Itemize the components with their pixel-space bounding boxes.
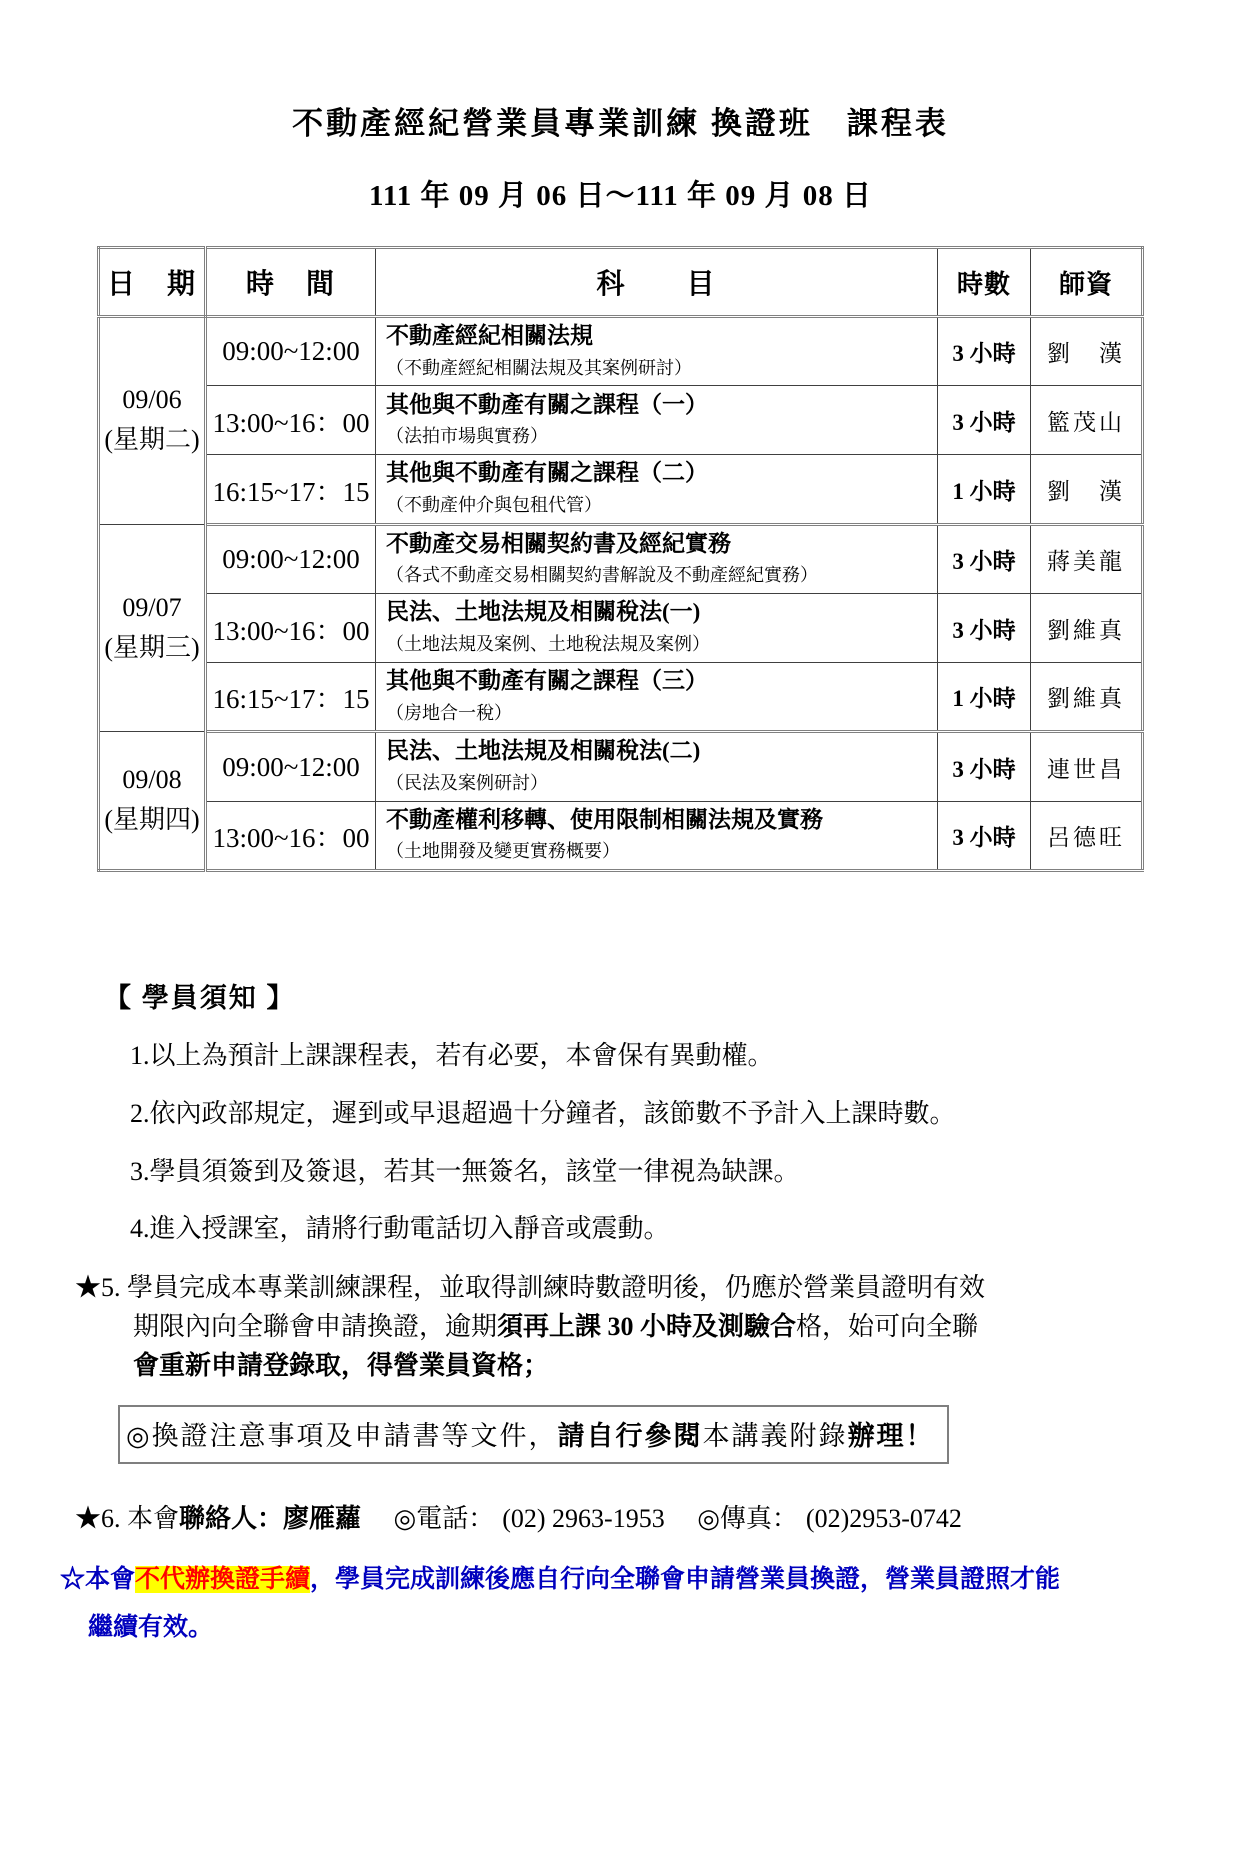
exchange-notice-mid: 本講義附錄	[702, 1421, 848, 1452]
time-cell: 09:00~12:00	[206, 732, 376, 801]
column-header-subject: 科 目	[376, 248, 938, 317]
contact-pre: 本會	[127, 1504, 180, 1534]
phone-number: (02) 2963-1953	[502, 1504, 665, 1534]
subject-cell	[376, 663, 938, 732]
date-value: 09/06	[122, 385, 182, 415]
date-value: 09/08	[122, 765, 182, 795]
course-schedule-table	[97, 246, 1144, 872]
hours-cell: 3 小時	[938, 317, 1031, 386]
table-header-row	[99, 248, 1143, 317]
notice-item-text: 學員須簽到及簽退，若其一無簽名，該堂一律視為缺課。	[149, 1156, 800, 1186]
table-row	[99, 386, 1143, 455]
hours-cell: 1 小時	[938, 455, 1031, 524]
notice-item-number: 2.	[130, 1098, 150, 1128]
subject-note: （房地合一稅）	[386, 702, 512, 723]
notice-item-5-prefix: ★5.	[75, 1273, 121, 1303]
fax-number: (02)2953-0742	[805, 1504, 962, 1534]
subject-title: 其他與不動產有關之課程（三）	[386, 668, 708, 694]
table-row	[99, 455, 1143, 524]
exchange-notice-bold2: 辦理！	[847, 1421, 935, 1452]
subject-cell	[376, 732, 938, 801]
notice-item-2	[130, 1097, 1241, 1131]
teacher-cell: 劉 漢	[1031, 317, 1143, 386]
phone-label: ◎電話：	[393, 1504, 495, 1534]
time-cell: 13:00~16：00	[206, 801, 376, 870]
table-row	[99, 317, 1143, 386]
date-value: 09/07	[122, 592, 182, 622]
column-header-time: 時 間	[206, 248, 376, 317]
notice-item-6-contact	[75, 1498, 1241, 1535]
notice-item-text: 進入授課室，請將行動電話切入靜音或震動。	[149, 1214, 670, 1244]
notice-item-text: 依內政部規定，遲到或早退超過十分鐘者，該節數不予計入上課時數。	[149, 1098, 956, 1128]
subject-note: （不動產經紀相關法規及其案例研討）	[386, 357, 692, 378]
hours-cell: 3 小時	[938, 524, 1031, 593]
teacher-cell: 蔣美龍	[1031, 524, 1143, 593]
subject-cell	[376, 594, 938, 663]
subject-title: 民法、土地法規及相關稅法(二)	[386, 738, 701, 764]
page-title: 不動產經紀營業員專業訓練 換證班 課程表	[292, 106, 949, 141]
exchange-notice-box	[118, 1405, 949, 1464]
subject-title: 其他與不動產有關之課程（一）	[386, 391, 708, 417]
notice-item-5-line2: 期限內向全聯會申請換證，逾期	[133, 1312, 498, 1342]
time-cell: 13:00~16：00	[206, 386, 376, 455]
notice-item-number: 3.	[130, 1156, 150, 1186]
hours-cell: 3 小時	[938, 732, 1031, 801]
time-cell: 16:15~17：15	[206, 663, 376, 732]
contact-name: 聯絡人：廖雁蘿	[179, 1504, 362, 1534]
table-row	[99, 663, 1143, 732]
subject-title: 不動產交易相關契約書及經紀實務	[386, 530, 731, 556]
date-cell	[99, 524, 206, 732]
warning-note-line2: 繼續有效。	[88, 1613, 214, 1641]
warning-note	[60, 1561, 1241, 1599]
subject-note: （法拍市場與實務）	[386, 426, 548, 447]
notice-item-1	[130, 1039, 1241, 1073]
hours-cell: 3 小時	[938, 386, 1031, 455]
notice-item-4	[130, 1212, 1241, 1246]
fax-label: ◎傳真：	[697, 1504, 798, 1534]
subject-cell	[376, 801, 938, 870]
table-row	[99, 801, 1143, 870]
subject-note: （各式不動產交易相關契約書解說及不動產經紀實務）	[386, 565, 818, 586]
weekday-value: (星期四)	[104, 805, 200, 835]
notice-item-text: 以上為預計上課課程表，若有必要，本會保有異動權。	[149, 1041, 774, 1071]
table-row	[99, 732, 1143, 801]
notice-item-number: 4.	[130, 1214, 150, 1244]
teacher-cell: 劉維真	[1031, 663, 1143, 732]
subject-cell	[376, 524, 938, 593]
star-icon: ☆	[60, 1566, 86, 1594]
subject-note: （不動產仲介與包租代管）	[386, 495, 602, 516]
date-range: 111 年 09 月 06 日～111 年 09 月 08 日	[368, 180, 873, 212]
subject-cell	[376, 386, 938, 455]
table-row	[99, 524, 1143, 593]
warning-highlight: 不代辦換證手續	[135, 1566, 311, 1594]
exchange-notice-bold1: 請自行參閱	[557, 1421, 703, 1452]
notice-item-5-line2-end: 格，始可向全聯	[796, 1312, 979, 1342]
subject-title: 不動產權利移轉、使用限制相關法規及實務	[386, 806, 823, 832]
notice-item-5-line1: 學員完成本專業訓練課程，並取得訓練時數證明後，仍應於營業員證明有效	[127, 1273, 986, 1303]
teacher-cell: 呂德旺	[1031, 801, 1143, 870]
teacher-cell: 籃茂山	[1031, 386, 1143, 455]
hours-cell: 1 小時	[938, 663, 1031, 732]
warning-post: ，學員完成訓練後應自行向全聯會申請營業員換證，營業員證照才能	[310, 1566, 1061, 1594]
time-cell: 09:00~12:00	[206, 524, 376, 593]
subject-title: 民法、土地法規及相關稅法(一)	[386, 599, 701, 625]
teacher-cell: 劉 漢	[1031, 455, 1143, 524]
subject-title: 不動產經紀相關法規	[386, 323, 593, 348]
teacher-cell: 連世昌	[1031, 732, 1143, 801]
column-header-hours: 時數	[938, 248, 1031, 317]
column-header-date: 日 期	[99, 248, 206, 317]
warning-pre: 本會	[85, 1566, 136, 1594]
weekday-value: (星期三)	[104, 632, 200, 662]
time-cell: 13:00~16：00	[206, 594, 376, 663]
hours-cell: 3 小時	[938, 594, 1031, 663]
date-cell	[99, 317, 206, 525]
teacher-cell: 劉維真	[1031, 594, 1143, 663]
subject-note: （民法及案例研討）	[386, 773, 548, 794]
subject-cell	[376, 317, 938, 386]
weekday-value: (星期二)	[104, 425, 200, 455]
table-row	[99, 594, 1143, 663]
subject-cell	[376, 455, 938, 524]
notice-item-5-bold: 須再上課 30 小時及測驗合	[497, 1312, 797, 1342]
notice-item-5-line3-bold: 會重新申請登錄取，得營業員資格；	[133, 1351, 550, 1381]
time-cell: 09:00~12:00	[206, 317, 376, 386]
subject-note: （土地開發及變更實務概要）	[386, 841, 620, 862]
column-header-teacher: 師資	[1031, 248, 1143, 317]
circle-bullet-icon: ◎	[126, 1421, 152, 1452]
time-cell: 16:15~17：15	[206, 455, 376, 524]
hours-cell: 3 小時	[938, 801, 1031, 870]
subject-title: 其他與不動產有關之課程（二）	[386, 460, 708, 486]
notice-item-3	[130, 1155, 1241, 1189]
notice-item-6-prefix: ★6.	[75, 1504, 121, 1534]
subject-note: （土地法規及案例、土地稅法規及案例）	[386, 634, 710, 655]
exchange-notice-text: 換證注意事項及申請書等文件，	[151, 1421, 558, 1452]
notice-item-number: 1.	[130, 1041, 150, 1071]
notice-item-5	[75, 1268, 1153, 1385]
date-cell	[99, 732, 206, 871]
student-notice-heading: 【 學員須知 】	[104, 983, 296, 1014]
exchange-notice	[118, 1405, 1241, 1464]
